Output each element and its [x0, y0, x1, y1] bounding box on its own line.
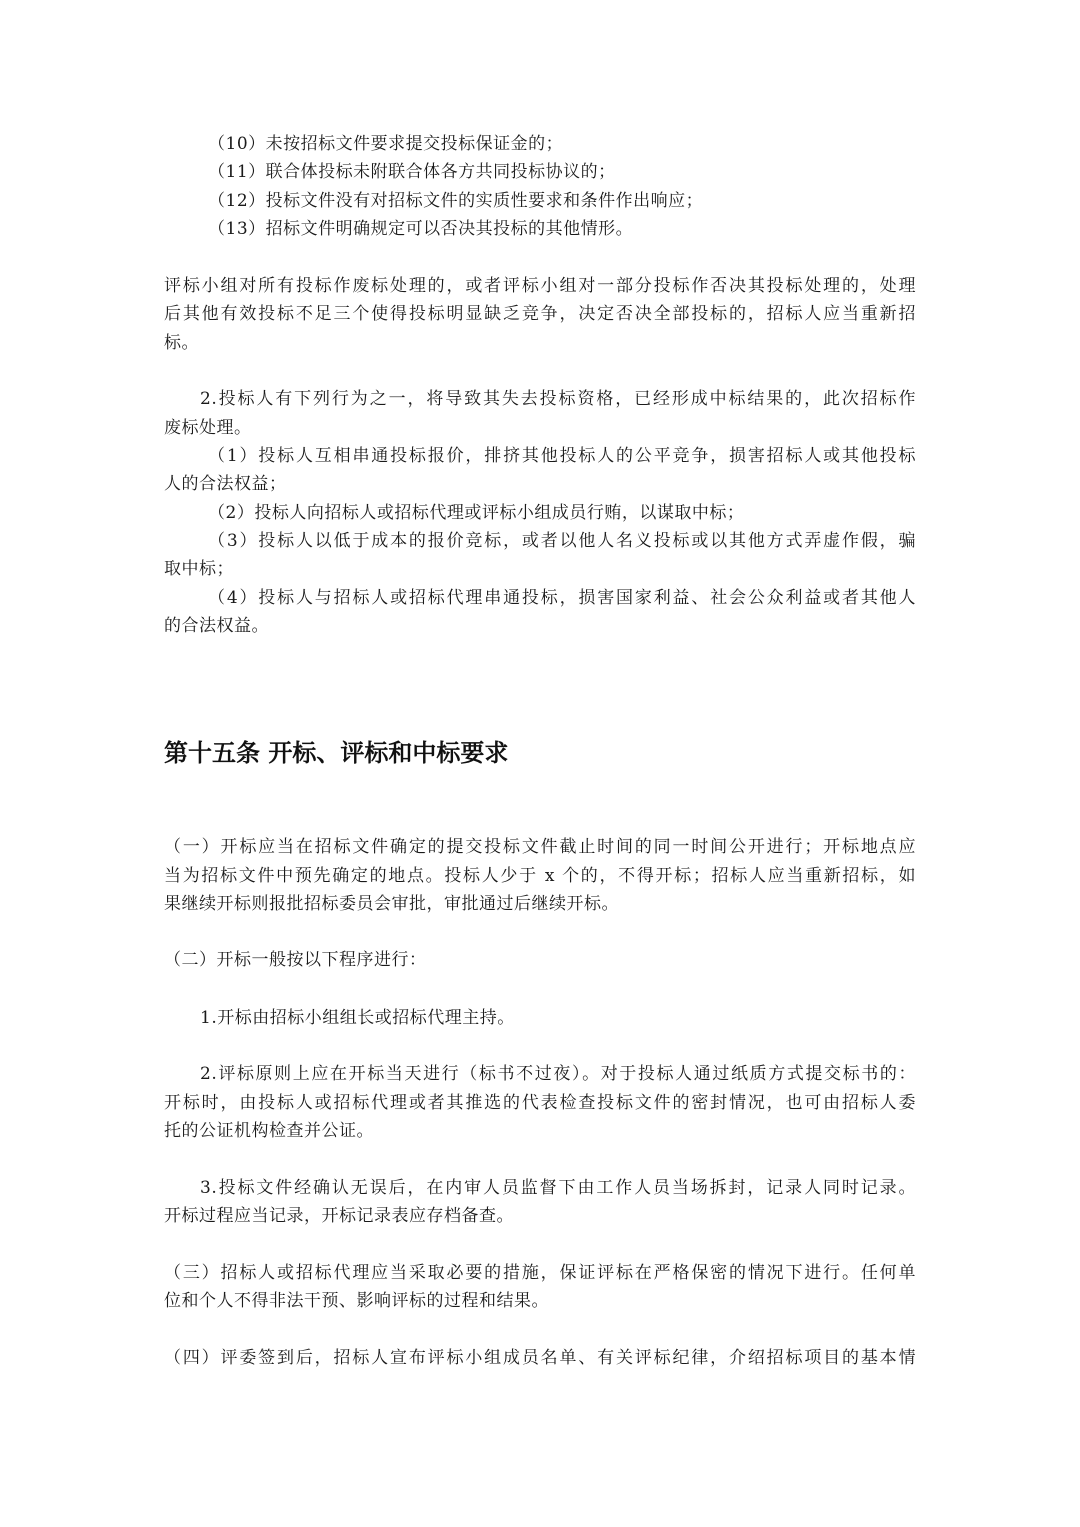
- list-item: （12）投标文件没有对招标文件的实质性要求和条件作出响应；: [208, 191, 704, 211]
- paragraph-line: （1）投标人互相串通投标报价，排挤其他投标人的公平竞争，损害招标人或其他投标: [208, 446, 916, 466]
- paragraph-line: （4）投标人与招标人或招标代理串通投标，损害国家利益、社会公众利益或者其他人: [208, 588, 916, 608]
- paragraph-line: （2）投标人向招标人或招标代理或评标小组成员行贿，以谋取中标；: [208, 503, 745, 523]
- paragraph-line: 2.评标原则上应在开标当天进行（标书不过夜）。对于投标人通过纸质方式提交标书的：: [200, 1064, 916, 1084]
- paragraph-line: 的合法权益。: [164, 616, 269, 636]
- paragraph-line: 标。: [164, 333, 199, 353]
- list-item: （13）招标文件明确规定可以否决其投标的其他情形。: [208, 219, 634, 239]
- paragraph-line: （四）评委签到后，招标人宣布评标小组成员名单、有关评标纪律，介绍招标项目的基本情: [164, 1348, 916, 1368]
- paragraph-line: 1.开标由招标小组组长或招标代理主持。: [200, 1008, 515, 1028]
- list-item: （10）未按招标文件要求提交投标保证金的；: [208, 134, 564, 154]
- paragraph-line: （二）开标一般按以下程序进行：: [164, 950, 427, 970]
- paragraph-line: 果继续开标则报批招标委员会审批，审批通过后继续开标。: [164, 894, 619, 914]
- paragraph-line: 托的公证机构检查并公证。: [164, 1121, 374, 1141]
- paragraph-line: 废标处理。: [164, 418, 252, 438]
- paragraph-line: （三）招标人或招标代理应当采取必要的措施，保证评标在严格保密的情况下进行。任何单: [164, 1263, 916, 1283]
- paragraph-line: （一）开标应当在招标文件确定的提交投标文件截止时间的同一时间公开进行；开标地点应: [164, 837, 916, 857]
- paragraph-line: 开标过程应当记录，开标记录表应存档备查。: [164, 1206, 514, 1226]
- list-item: （11）联合体投标未附联合体各方共同投标协议的；: [208, 162, 616, 182]
- paragraph-line: 开标时，由投标人或招标代理或者其推选的代表检查投标文件的密封情况，也可由招标人委: [164, 1093, 916, 1113]
- paragraph-line: 评标小组对所有投标作废标处理的，或者评标小组对一部分投标作否决其投标处理的，处理: [164, 276, 916, 296]
- section-heading: 第十五条 开标、评标和中标要求: [164, 739, 509, 767]
- paragraph-line: 后其他有效投标不足三个使得投标明显缺乏竞争，决定否决全部投标的，招标人应当重新招: [164, 304, 916, 324]
- paragraph-line: 2.投标人有下列行为之一，将导致其失去投标资格，已经形成中标结果的，此次招标作: [200, 389, 916, 409]
- paragraph-line: 人的合法权益；: [164, 474, 287, 494]
- paragraph-line: 3.投标文件经确认无误后，在内审人员监督下由工作人员当场拆封，记录人同时记录。: [200, 1178, 916, 1198]
- paragraph-line: 位和个人不得非法干预、影响评标的过程和结果。: [164, 1291, 549, 1311]
- paragraph-line: 当为招标文件中预先确定的地点。投标人少于 x 个的，不得开标；招标人应当重新招标，如: [164, 866, 916, 886]
- paragraph-line: 取中标；: [164, 559, 234, 579]
- paragraph-line: （3）投标人以低于成本的报价竞标，或者以他人名义投标或以其他方式弄虚作假，骗: [208, 531, 916, 551]
